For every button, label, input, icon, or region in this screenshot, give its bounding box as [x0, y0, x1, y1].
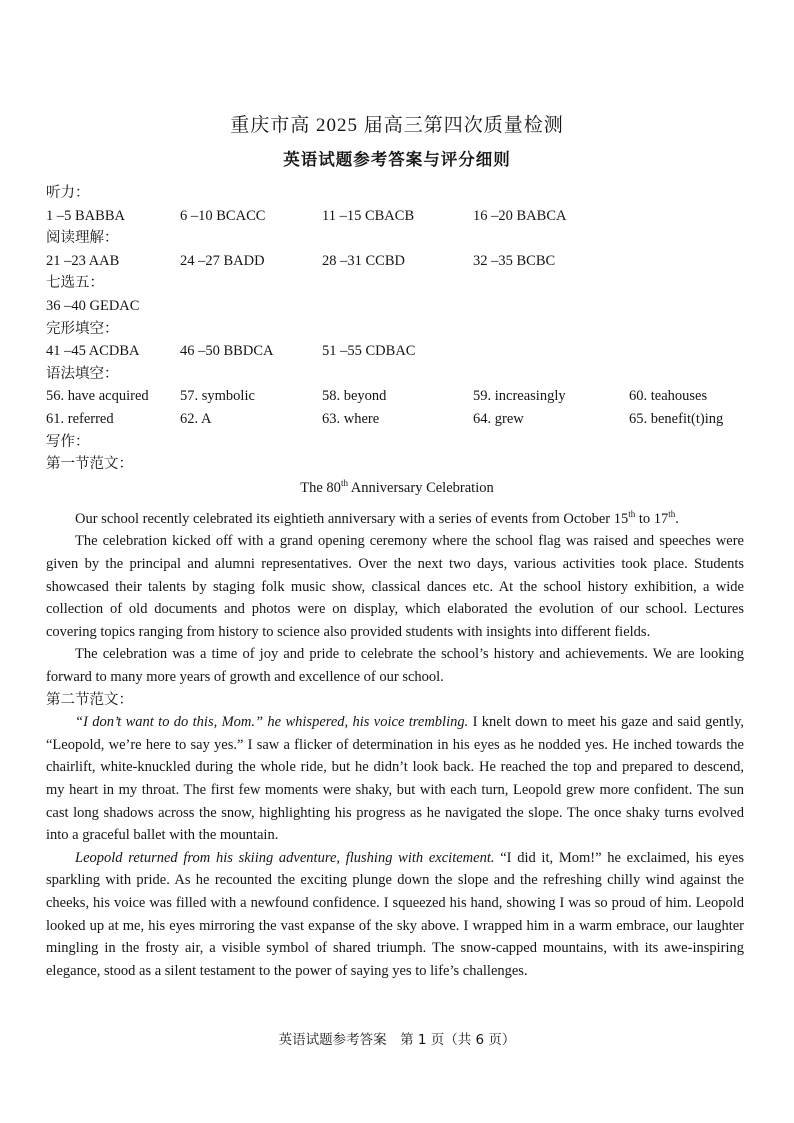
essay-1-paragraph-3: The celebration was a time of joy and pride to celebrate the school’s history and achievements. We are looking forward to many more years of growth and excellence of our school. — [46, 646, 744, 685]
section-label-seven-choice: 七选五： — [46, 275, 104, 292]
grammar-answers-row-2 — [46, 408, 756, 431]
section-label-reading: 阅读理解： — [46, 230, 119, 247]
essay-body — [46, 503, 744, 982]
seven-choice-answers — [46, 295, 756, 318]
grammar-answers-row-1 — [46, 385, 756, 408]
answer-item: 64. grew — [473, 410, 524, 427]
section-label-writing: 写作： — [46, 433, 90, 450]
cloze-answers — [46, 340, 756, 363]
answer-group: 32 –35 BCBC — [473, 252, 556, 269]
listening-answers — [46, 205, 756, 228]
section-label-writing-part-1: 第一节范文： — [46, 456, 133, 473]
answer-group: 36 –40 GEDAC — [46, 297, 140, 314]
document-title: 重庆市高 2025 届高三第四次质量检测 — [230, 115, 564, 136]
page-footer: 英语试题参考答案 第 1 页（共 6 页） — [278, 1032, 516, 1048]
answer-item: 60. teahouses — [629, 388, 708, 405]
answer-group: 24 –27 BADD — [180, 252, 265, 269]
essay-2-paragraph-2: Leopold returned from his skiing adventure, flushing with excitement. “I did it, Mom!” he exclaimed, his eyes sparkling with pride. As he recounted the exciting plunge down the slope and the refreshing chilly wind against the cheeks, his voice was filled with a newfound confidence. I squeezed his hand, showing I was so proud of him. Leopold looked up at me, his eyes mirroring the vast expanse of the sky above. I wrapped him in a warm embrace, our laughter mingling in the frosty air, a visible symbol of shared triumph. The snow-capped mountains, with its awe-inspiring elegance, stood as a silent testament to the power of saying yes to life’s challenges. — [46, 849, 744, 979]
answer-item: 63. where — [322, 410, 380, 427]
answer-group: 21 –23 AAB — [46, 252, 120, 269]
answer-item: 58. beyond — [322, 388, 387, 405]
answer-group: 51 –55 CDBAC — [322, 343, 416, 360]
reading-answers — [46, 250, 756, 273]
answer-item: 56. have acquired — [46, 388, 149, 405]
answer-group: 11 –15 CBACB — [322, 207, 415, 224]
essay-1-title: The 80th Anniversary Celebration — [300, 478, 494, 496]
document-subtitle: 英语试题参考答案与评分细则 — [283, 150, 511, 169]
answer-item: 57. symbolic — [180, 388, 255, 405]
answer-group: 16 –20 BABCA — [473, 207, 567, 224]
answer-group: 46 –50 BBDCA — [180, 343, 274, 360]
answer-item: 62. A — [180, 410, 212, 427]
answer-group: 41 –45 ACDBA — [46, 343, 140, 360]
section-label-cloze: 完形填空： — [46, 320, 119, 337]
answer-group: 1 –5 BABBA — [46, 207, 125, 224]
essay-1-paragraph-2: The celebration kicked off with a grand opening ceremony where the school flag was raised and speeches were given by the principal and alumni representatives. Over the next two days, various activities took place. Students showcased their talents by staging folk music show, classical dances etc. At the school history exhibition, a wide collection of old documents and photos were on display, which elaborated the evolution of our school. Lectures covering topics ranging from history to science also provided students with insights into different fields. — [46, 533, 744, 640]
essay-1-paragraph-1: Our school recently celebrated its eightieth anniversary with a series of events from October 15th to 17th. — [75, 509, 679, 527]
answer-group: 28 –31 CCBD — [322, 252, 405, 269]
essay-2-paragraph-1: “I don’t want to do this, Mom.” he whispered, his voice trembling. I knelt down to meet his gaze and said gently, “Leopold, we’re here to say yes.” I saw a flicker of determination in his eyes as he nodded yes. He inched towards the chairlift, white-knuckled during the whole ride, but he didn’t look back. He reached the top and prepared to descend, my heart in my throat. The first few moments were shaky, but with each turn, Leopold grew more confident. The sun cast long shadows across the snow, highlighting his progress as he navigated the slope. The once shaky turns evolved into a graceful ballet with the mountain. — [46, 714, 745, 844]
answer-group: 6 –10 BCACC — [180, 207, 266, 224]
answer-item: 61. referred — [46, 410, 114, 427]
answer-item: 59. increasingly — [473, 388, 566, 405]
section-label-listening: 听力： — [46, 185, 90, 201]
answer-item: 65. benefit(t)ing — [629, 410, 724, 427]
section-label-grammar: 语法填空： — [46, 365, 119, 382]
answer-key — [46, 182, 756, 476]
section-label-writing-part-2: 第二节范文： — [46, 691, 133, 708]
